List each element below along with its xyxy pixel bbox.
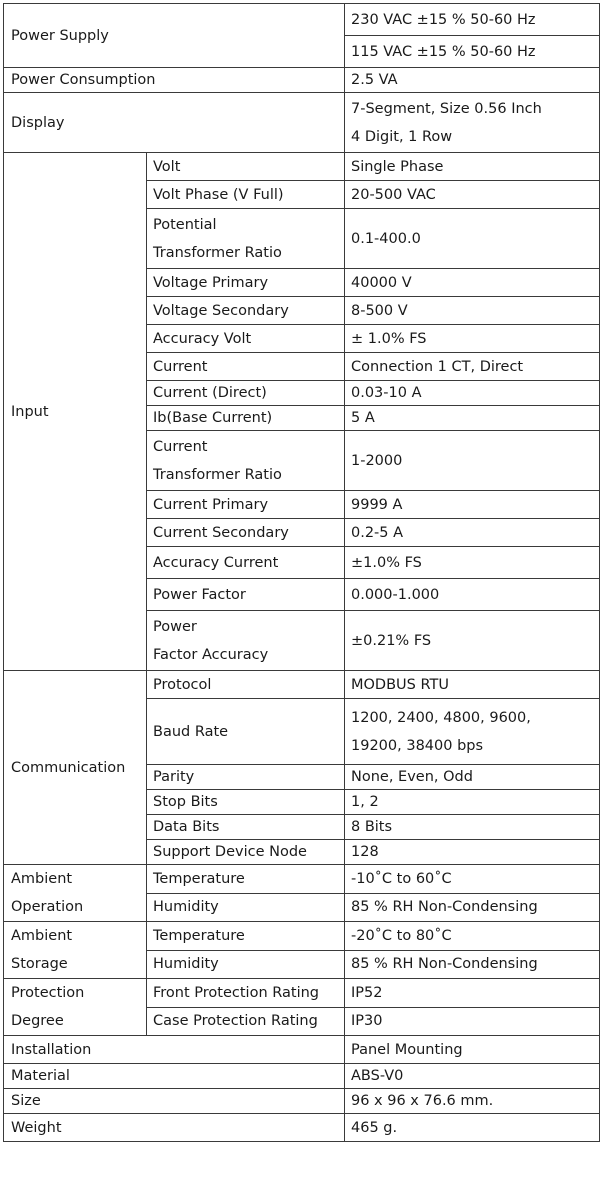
communication-label: Communication xyxy=(4,671,147,865)
param-label: Humidity xyxy=(147,950,345,979)
param-value-line1: 1200, 2400, 4800, 9600, xyxy=(351,709,531,726)
param-label: Case Protection Rating xyxy=(147,1007,345,1036)
param-value: 0.000-1.000 xyxy=(345,579,600,611)
table-row xyxy=(4,922,600,951)
param-value: 1, 2 xyxy=(345,790,600,815)
size-value: 96 x 96 x 76.6 mm. xyxy=(345,1089,600,1114)
param-label-line1: Current xyxy=(153,438,208,455)
ambient-storage-label xyxy=(4,922,147,979)
param-label-line2: Factor Accuracy xyxy=(153,646,269,663)
param-label: Temperature xyxy=(147,922,345,951)
param-label: Voltage Secondary xyxy=(147,297,345,325)
weight-label: Weight xyxy=(4,1114,345,1142)
table-row xyxy=(4,1064,600,1089)
param-label xyxy=(147,209,345,269)
param-value: 128 xyxy=(345,840,600,865)
table-row xyxy=(4,1036,600,1064)
param-label-line2: Transformer Ratio xyxy=(153,244,282,261)
param-value: Single Phase xyxy=(345,153,600,181)
installation-label: Installation xyxy=(4,1036,345,1064)
table-row xyxy=(4,1114,600,1142)
param-value: 8-500 V xyxy=(345,297,600,325)
material-label: Material xyxy=(4,1064,345,1089)
param-value: 40000 V xyxy=(345,269,600,297)
power-supply-value-230: 230 VAC ±15 % 50-60 Hz xyxy=(345,4,600,36)
table-row xyxy=(4,979,600,1008)
power-supply-label: Power Supply xyxy=(4,4,345,68)
table-row xyxy=(4,153,600,181)
power-consumption-value: 2.5 VA xyxy=(345,68,600,93)
param-value: 0.03-10 A xyxy=(345,381,600,406)
protection-degree-label-line1: Protection xyxy=(11,985,85,1001)
param-value: 0.2-5 A xyxy=(345,519,600,547)
param-label: Accuracy Current xyxy=(147,547,345,579)
ambient-operation-label-line1: Ambient xyxy=(11,871,73,887)
param-label: Volt xyxy=(147,153,345,181)
param-value-line2: 19200, 38400 bps xyxy=(351,737,484,754)
param-value: 85 % RH Non-Condensing xyxy=(345,893,600,922)
param-value: 8 Bits xyxy=(345,815,600,840)
param-label: Protocol xyxy=(147,671,345,699)
param-label: Current Primary xyxy=(147,491,345,519)
param-value: ±0.21% FS xyxy=(345,611,600,671)
param-label: Data Bits xyxy=(147,815,345,840)
param-value: 1-2000 xyxy=(345,431,600,491)
param-value: 20-500 VAC xyxy=(345,181,600,209)
param-label: Stop Bits xyxy=(147,790,345,815)
installation-value: Panel Mounting xyxy=(345,1036,600,1064)
input-label: Input xyxy=(4,153,147,671)
weight-value: 465 g. xyxy=(345,1114,600,1142)
param-value: Connection 1 CT, Direct xyxy=(345,353,600,381)
param-value: -20˚C to 80˚C xyxy=(345,922,600,951)
param-value: None, Even, Odd xyxy=(345,765,600,790)
table-row xyxy=(4,671,600,699)
param-label: Ib(Base Current) xyxy=(147,406,345,431)
param-label xyxy=(147,431,345,491)
protection-degree-label xyxy=(4,979,147,1036)
param-label: Baud Rate xyxy=(147,699,345,765)
param-label: Support Device Node xyxy=(147,840,345,865)
table-row xyxy=(4,865,600,894)
param-value: 85 % RH Non-Condensing xyxy=(345,950,600,979)
param-label: Humidity xyxy=(147,893,345,922)
param-label: Front Protection Rating xyxy=(147,979,345,1008)
param-value: 0.1-400.0 xyxy=(345,209,600,269)
param-value: ±1.0% FS xyxy=(345,547,600,579)
size-label: Size xyxy=(4,1089,345,1114)
param-value: 9999 A xyxy=(345,491,600,519)
param-label: Parity xyxy=(147,765,345,790)
table-row xyxy=(4,68,600,93)
param-value: -10˚C to 60˚C xyxy=(345,865,600,894)
material-value: ABS-V0 xyxy=(345,1064,600,1089)
param-value xyxy=(345,699,600,765)
param-label xyxy=(147,611,345,671)
param-label: Current xyxy=(147,353,345,381)
param-value: IP52 xyxy=(345,979,600,1008)
param-label: Accuracy Volt xyxy=(147,325,345,353)
ambient-operation-label xyxy=(4,865,147,922)
display-label: Display xyxy=(4,93,345,153)
param-label: Current (Direct) xyxy=(147,381,345,406)
param-label: Voltage Primary xyxy=(147,269,345,297)
param-value: 5 A xyxy=(345,406,600,431)
param-value: ± 1.0% FS xyxy=(345,325,600,353)
display-value-line1: 7-Segment, Size 0.56 Inch xyxy=(351,100,542,117)
param-label: Power Factor xyxy=(147,579,345,611)
param-value: IP30 xyxy=(345,1007,600,1036)
display-value-line2: 4 Digit, 1 Row xyxy=(351,128,453,145)
table-row xyxy=(4,1089,600,1114)
protection-degree-label-line2: Degree xyxy=(11,1013,64,1029)
power-consumption-label: Power Consumption xyxy=(4,68,345,93)
ambient-storage-label-line1: Ambient xyxy=(11,928,73,944)
display-value xyxy=(345,93,600,153)
power-supply-value-115: 115 VAC ±15 % 50-60 Hz xyxy=(345,36,600,68)
table-row xyxy=(4,93,600,153)
param-label: Current Secondary xyxy=(147,519,345,547)
param-label: Volt Phase (V Full) xyxy=(147,181,345,209)
table-row xyxy=(4,4,600,36)
param-label-line1: Power xyxy=(153,618,197,635)
param-label: Temperature xyxy=(147,865,345,894)
param-value: MODBUS RTU xyxy=(345,671,600,699)
param-label-line2: Transformer Ratio xyxy=(153,466,282,483)
ambient-storage-label-line2: Storage xyxy=(11,956,68,972)
ambient-operation-label-line2: Operation xyxy=(11,899,84,915)
param-label-line1: Potential xyxy=(153,216,217,233)
specification-table xyxy=(3,3,600,1142)
